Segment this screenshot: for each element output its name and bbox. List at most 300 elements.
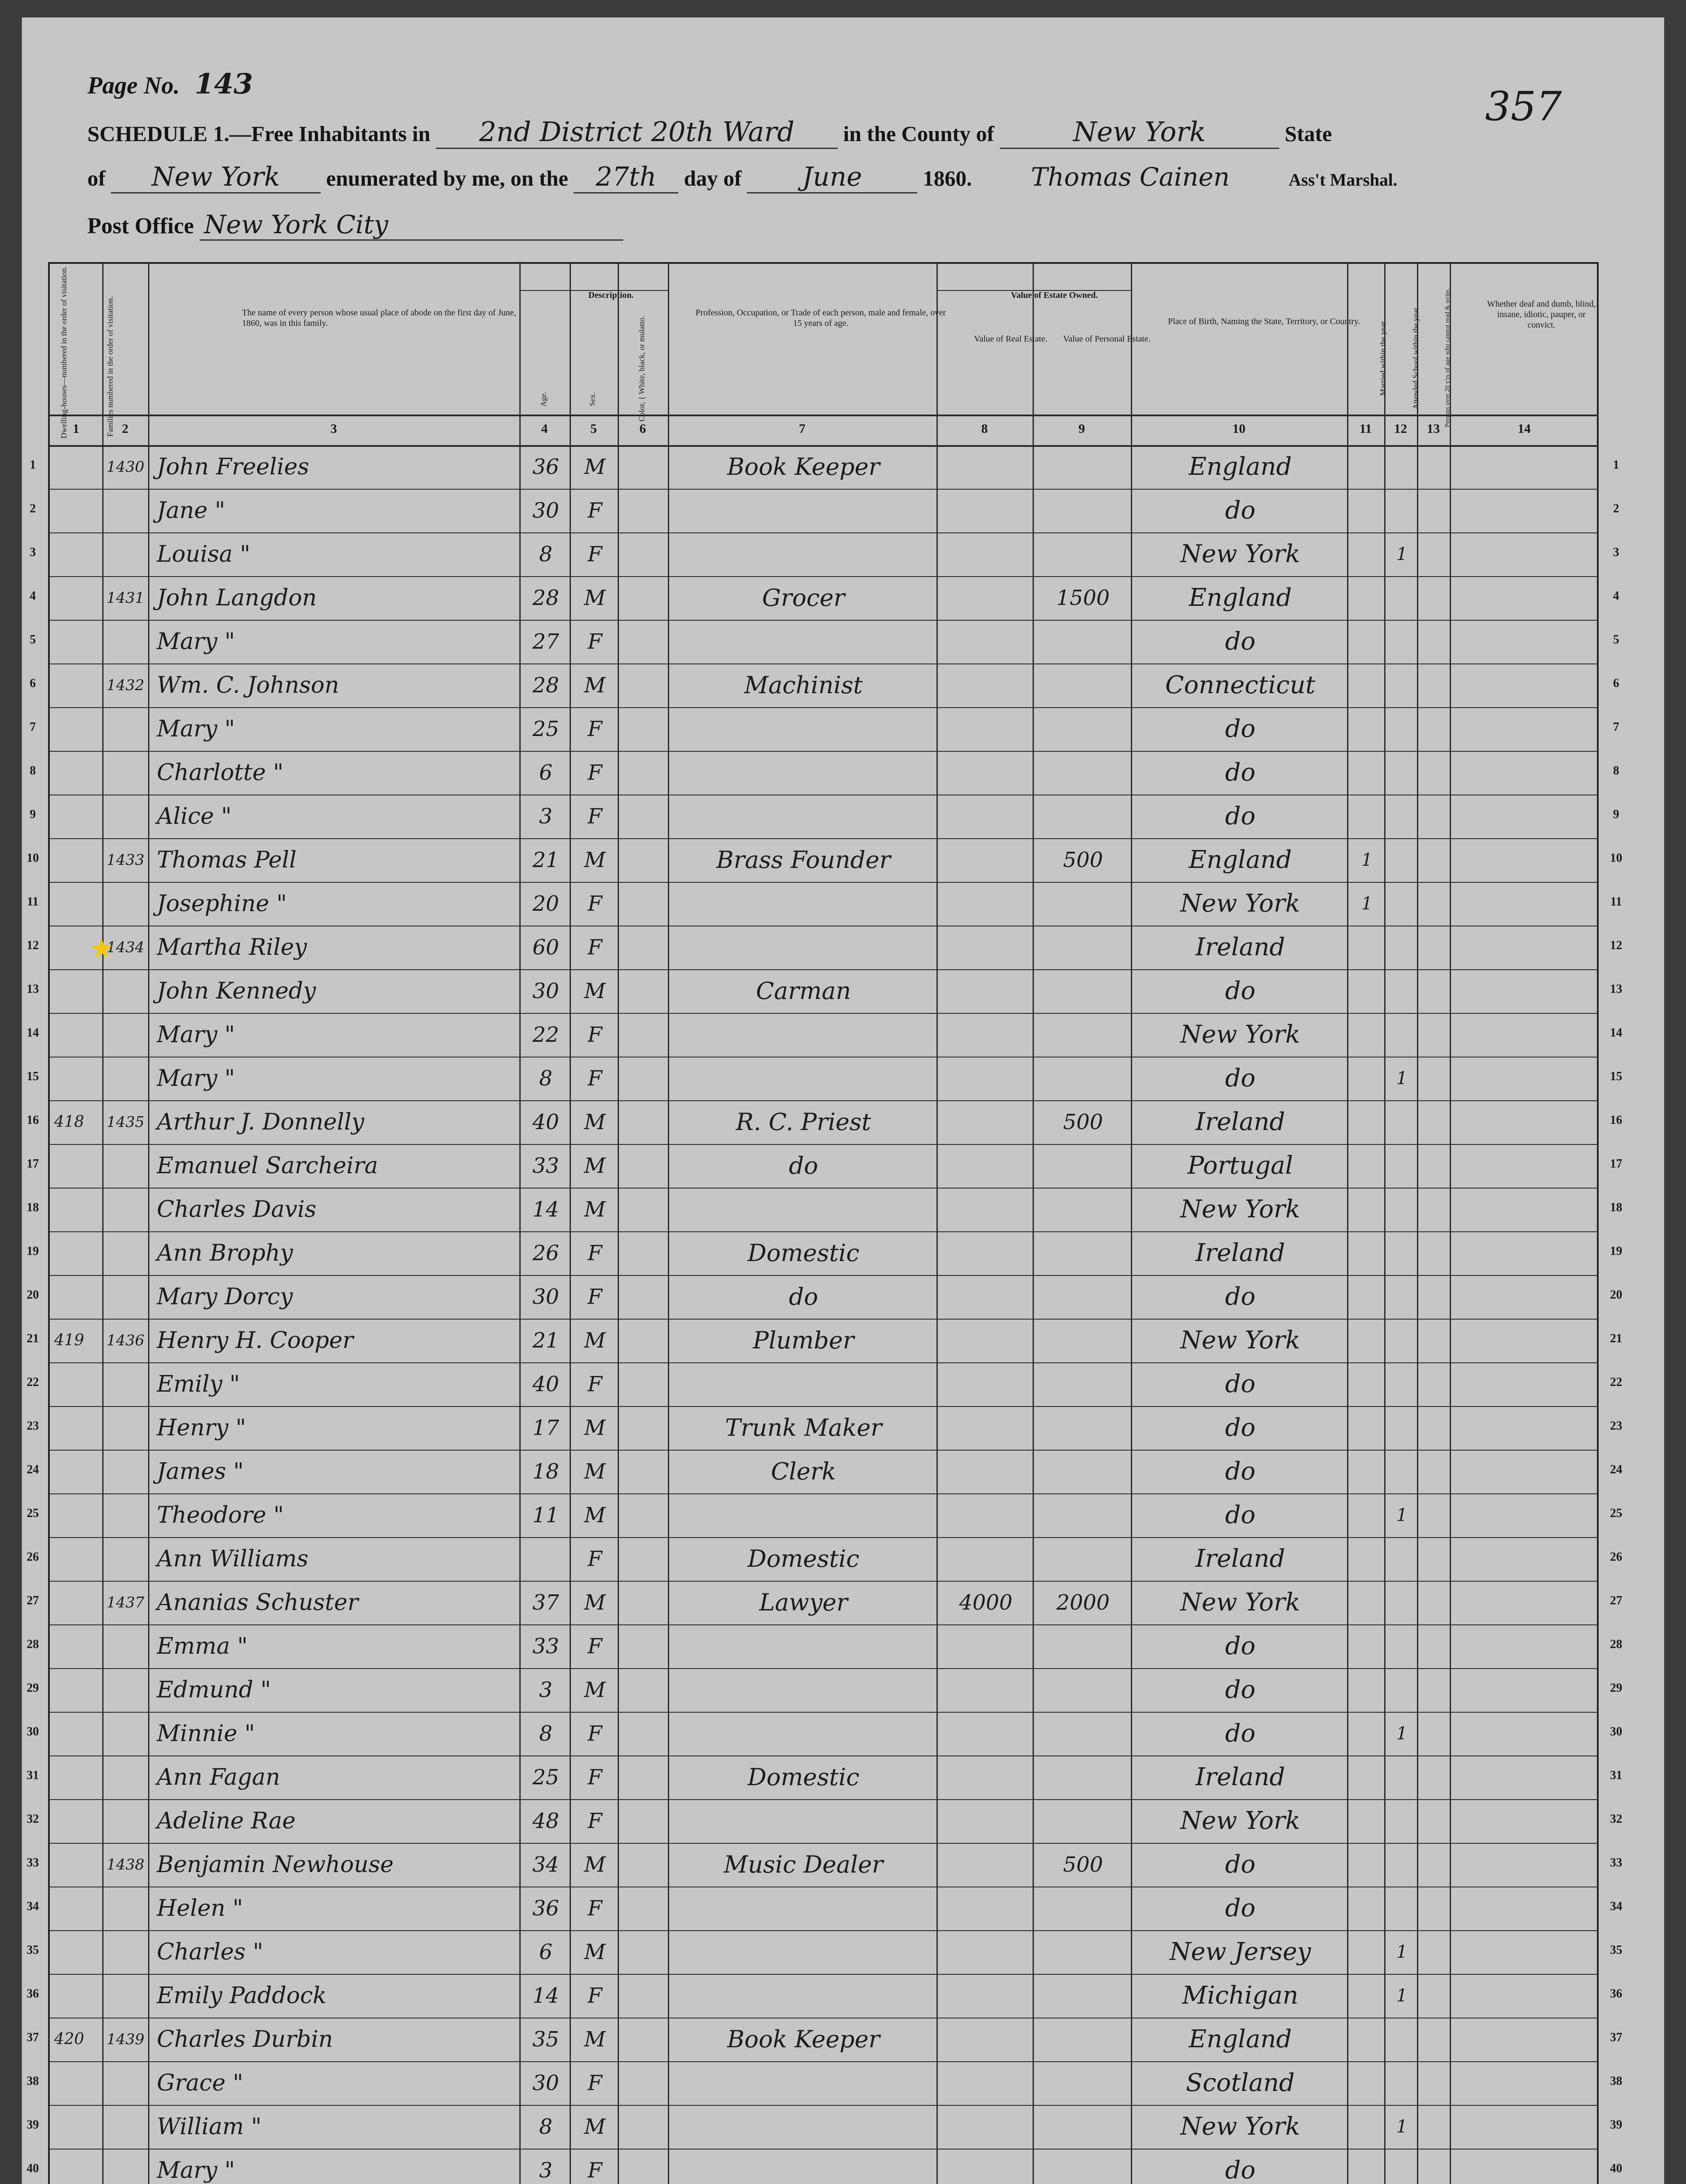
cell-name: Mary Dorcy: [157, 1284, 293, 1310]
row-number-right: 9: [1613, 808, 1619, 821]
cell-sex: M: [584, 848, 606, 872]
grid-line: [1033, 264, 1034, 2184]
row-number-right: 32: [1610, 1812, 1622, 1826]
cell-age: 30: [532, 498, 560, 523]
cell-sex: F: [587, 1547, 602, 1571]
cell-birthplace: England: [1188, 584, 1292, 612]
cell-age: 48: [532, 1809, 560, 1833]
header-sex: Sex.: [588, 392, 597, 406]
header-color: Color, { White, black, or mulatto.: [637, 315, 646, 422]
cell-family: 1433: [107, 851, 145, 869]
row-number-right: 39: [1610, 2118, 1622, 2132]
cell-personal-estate: 500: [1063, 848, 1103, 872]
cell-married: 1: [1361, 894, 1373, 914]
cell-family: 1439: [107, 2031, 145, 2048]
cell-name: Josephine ": [157, 891, 287, 917]
grid-line: [570, 264, 571, 2184]
cell-name: Ann Brophy: [157, 1240, 293, 1266]
cell-birthplace: New York: [1180, 1020, 1300, 1049]
cell-sex: M: [584, 1154, 606, 1178]
cell-school: 1: [1396, 1942, 1408, 1962]
enumeration-line: [87, 162, 1397, 194]
page-number-label: Page No. 143: [87, 68, 253, 100]
cell-name: Ann Williams: [157, 1546, 309, 1572]
cell-occupation: Clerk: [770, 1458, 836, 1485]
row-number-right: 8: [1613, 764, 1619, 778]
cell-age: 27: [532, 629, 560, 654]
grid-line: [1417, 264, 1418, 2184]
cell-sex: M: [584, 673, 606, 698]
row-number-right: 6: [1613, 677, 1619, 690]
row-number-right: 30: [1610, 1725, 1622, 1738]
cell-family: 1437: [107, 1594, 145, 1611]
cell-birthplace: do: [1225, 2156, 1256, 2184]
cell-occupation: Music Dealer: [724, 1851, 883, 1878]
cell-name: Ananias Schuster: [157, 1590, 359, 1616]
row-number-left: 8: [30, 764, 36, 778]
row-number-right: 22: [1610, 1375, 1622, 1389]
cell-name: William ": [157, 2114, 262, 2140]
cell-sex: M: [584, 979, 606, 1003]
cell-sex: M: [584, 586, 606, 610]
row-number-left: 24: [27, 1463, 39, 1476]
cell-age: 37: [532, 1590, 560, 1615]
cell-sex: F: [587, 760, 602, 785]
grid-line: [668, 264, 669, 2184]
cell-family: 1434: [107, 939, 145, 956]
header-married: Married within the year.: [1379, 320, 1387, 396]
cell-birthplace: Ireland: [1195, 1239, 1285, 1267]
cell-occupation: Book Keeper: [727, 2025, 880, 2053]
cell-name: Wm. C. Johnson: [157, 672, 339, 698]
cell-name: Edmund ": [157, 1677, 271, 1703]
row-number-right: 3: [1613, 546, 1619, 559]
row-number-left: 33: [27, 1856, 39, 1870]
row-number-right: 23: [1610, 1419, 1622, 1433]
census-sheet: [22, 17, 1664, 2184]
row-number-right: 2: [1613, 502, 1619, 515]
state-value: New York: [111, 162, 321, 194]
cell-sex: F: [587, 1984, 602, 2008]
cell-name: Alice ": [157, 803, 232, 829]
cell-name: Jane ": [157, 498, 225, 524]
cell-occupation: Plumber: [753, 1327, 854, 1354]
cell-name: Thomas Pell: [157, 847, 297, 873]
row-number-right: 34: [1610, 1900, 1622, 1913]
header-family: Families numbered in the order of visitation.: [106, 296, 114, 437]
row-number-right: 27: [1610, 1594, 1622, 1607]
cell-birthplace: New York: [1180, 540, 1300, 568]
cell-name: Charles Durbin: [157, 2026, 333, 2053]
row-number-left: 22: [27, 1375, 39, 1389]
cell-name: Emanuel Sarcheira: [157, 1153, 378, 1179]
cell-age: 20: [532, 892, 560, 916]
cell-birthplace: Ireland: [1195, 1763, 1285, 1791]
cell-birthplace: England: [1188, 2025, 1292, 2053]
cell-age: 17: [532, 1416, 560, 1440]
cell-name: Charlotte ": [157, 760, 284, 786]
star-icon: ★: [90, 933, 114, 964]
row-number-right: 1: [1613, 458, 1619, 472]
cell-birthplace: Ireland: [1195, 933, 1285, 961]
marshal-label: Ass't Marshal.: [1289, 170, 1398, 190]
month-value: June: [747, 162, 917, 194]
cell-birthplace: New Jersey: [1169, 1938, 1311, 1966]
cell-sex: M: [584, 1110, 606, 1134]
cell-age: 14: [532, 1197, 560, 1222]
enumerated-label: enumerated by me, on the: [326, 166, 568, 190]
row-number-left: 21: [27, 1332, 39, 1345]
cell-name: Emily ": [157, 1371, 240, 1397]
row-number-left: 26: [27, 1550, 39, 1564]
cell-name: Charles Davis: [157, 1196, 317, 1223]
cell-occupation: Domestic: [747, 1239, 860, 1267]
cell-sex: M: [584, 1852, 606, 1877]
cell-name: Helen ": [157, 1895, 243, 1921]
cell-age: 40: [532, 1372, 560, 1396]
grid-line: [148, 264, 149, 2184]
cell-sex: F: [587, 1896, 602, 1921]
cell-name: Henry H. Cooper: [157, 1327, 354, 1354]
cell-name: Martha Riley: [157, 934, 307, 961]
cell-sex: M: [584, 2115, 606, 2139]
row-number-right: 13: [1610, 982, 1622, 996]
row-number-right: 19: [1610, 1244, 1622, 1258]
column-number-7: 7: [799, 422, 805, 436]
row-number-left: 23: [27, 1419, 39, 1433]
post-office-value: New York City: [200, 210, 623, 241]
column-number-10: 10: [1232, 422, 1246, 436]
header-birthplace: Place of Birth, Naming the State, Territory, or Country.: [1168, 317, 1360, 326]
cell-birthplace: New York: [1180, 1588, 1300, 1617]
cell-birthplace: do: [1225, 627, 1256, 656]
header-illiterate: Persons over 20 y'rs of age who cannot read & write.: [1444, 288, 1451, 428]
header-condition: Whether deaf and dumb, blind, insane, idiotic, pauper, or convict.: [1487, 299, 1596, 330]
cell-age: 36: [532, 455, 560, 479]
cell-birthplace: do: [1225, 1413, 1256, 1442]
cell-birthplace: New York: [1180, 2112, 1300, 2141]
cell-age: 35: [532, 2027, 560, 2052]
cell-sex: M: [584, 1416, 606, 1440]
row-number-left: 2: [30, 502, 36, 515]
column-number-3: 3: [330, 422, 337, 436]
cell-birthplace: do: [1225, 758, 1256, 787]
cell-birthplace: do: [1225, 715, 1256, 743]
cell-age: 3: [539, 2158, 553, 2183]
post-office-label: Post Office: [87, 214, 194, 238]
cell-name: Minnie ": [157, 1721, 255, 1747]
row-number-left: 17: [27, 1157, 39, 1171]
cell-sex: F: [587, 1241, 602, 1265]
cell-name: Theodore ": [157, 1502, 284, 1528]
cell-age: 21: [532, 1328, 560, 1353]
row-number-left: 35: [27, 1943, 39, 1957]
grid-line: [102, 264, 104, 2184]
cell-sex: F: [587, 1285, 602, 1309]
cell-name: Louisa ": [157, 541, 251, 567]
row-number-left: 31: [27, 1769, 39, 1782]
cell-age: 25: [532, 1765, 560, 1790]
cell-school: 1: [1396, 1986, 1408, 2006]
cell-age: 33: [532, 1634, 560, 1659]
cell-occupation: Trunk Maker: [725, 1414, 882, 1441]
of-label: of: [87, 166, 106, 190]
cell-age: 22: [532, 1023, 560, 1047]
cell-sex: M: [584, 1459, 606, 1484]
cell-age: 36: [532, 1896, 560, 1921]
cell-occupation: R. C. Priest: [736, 1108, 871, 1136]
column-number-9: 9: [1078, 422, 1085, 436]
row-number-left: 11: [27, 895, 39, 909]
cell-personal-estate: 2000: [1056, 1590, 1110, 1615]
row-number-left: 40: [27, 2162, 39, 2175]
cell-birthplace: do: [1225, 1457, 1256, 1486]
cell-birthplace: do: [1225, 1850, 1256, 1879]
row-number-right: 20: [1610, 1288, 1622, 1302]
row-number-left: 7: [30, 720, 36, 734]
cell-birthplace: New York: [1180, 1326, 1300, 1355]
cell-school: 1: [1396, 2117, 1408, 2137]
row-number-left: 12: [27, 939, 39, 952]
column-number-14: 14: [1517, 422, 1531, 436]
grid-line: [936, 264, 938, 2184]
cell-personal-estate: 500: [1063, 1110, 1103, 1134]
cell-family: 1436: [107, 1332, 145, 1349]
row-number-left: 10: [27, 851, 39, 865]
grid-line: [50, 415, 1599, 416]
header-real-estate: Value of Real Estate.: [974, 334, 1047, 344]
cell-family: 1430: [107, 458, 145, 476]
cell-sex: M: [584, 1503, 606, 1527]
cell-birthplace: New York: [1180, 1807, 1300, 1835]
row-number-right: 25: [1610, 1507, 1622, 1520]
stamp-number: 357: [1485, 83, 1562, 130]
row-number-right: 26: [1610, 1550, 1622, 1564]
cell-age: 18: [532, 1459, 560, 1484]
header-name: The name of every person whose usual place of abode on the first day of June, 1860, was in this family.: [242, 308, 516, 328]
cell-school: 1: [1396, 1505, 1408, 1525]
cell-age: 8: [539, 1721, 553, 1746]
cell-birthplace: do: [1225, 1632, 1256, 1660]
cell-sex: M: [584, 2027, 606, 2052]
row-number-left: 9: [30, 808, 36, 821]
row-number-left: 38: [27, 2074, 39, 2088]
cell-name: John Kennedy: [157, 978, 316, 1004]
cell-dwelling: 418: [54, 1113, 84, 1131]
cell-name: Mary ": [157, 1022, 235, 1048]
row-number-right: 40: [1610, 2162, 1622, 2175]
row-number-left: 13: [27, 982, 39, 996]
cell-age: 21: [532, 848, 560, 872]
grid-line: [1450, 264, 1451, 2184]
row-number-left: 34: [27, 1900, 39, 1913]
cell-name: Mary ": [157, 629, 235, 655]
cell-age: 33: [532, 1154, 560, 1178]
column-number-1: 1: [73, 422, 79, 436]
cell-occupation: Domestic: [747, 1763, 860, 1791]
cell-name: Emma ": [157, 1633, 248, 1659]
cell-name: Grace ": [157, 2070, 243, 2096]
cell-age: 14: [532, 1984, 560, 2008]
row-number-left: 1: [30, 458, 36, 472]
cell-real-estate: 4000: [959, 1590, 1013, 1615]
cell-birthplace: do: [1225, 1370, 1256, 1398]
cell-age: 28: [532, 586, 560, 610]
row-number-left: 16: [27, 1113, 39, 1127]
cell-birthplace: New York: [1180, 1195, 1300, 1223]
cell-age: 6: [539, 1940, 553, 1964]
cell-sex: F: [587, 1634, 602, 1659]
cell-name: Adeline Rae: [157, 1808, 296, 1834]
row-number-left: 27: [27, 1594, 39, 1607]
cell-name: Mary ": [157, 1065, 235, 1092]
cell-name: Mary ": [157, 716, 235, 742]
schedule-label: SCHEDULE 1.—Free Inhabitants in: [87, 121, 431, 146]
row-number-right: 38: [1610, 2074, 1622, 2088]
cell-sex: F: [587, 1066, 602, 1091]
header-school: Attended School within the year.: [1411, 306, 1420, 410]
cell-sex: F: [587, 1721, 602, 1746]
cell-sex: F: [587, 892, 602, 916]
cell-birthplace: do: [1225, 496, 1256, 525]
cell-name: Ann Fagan: [157, 1764, 280, 1790]
header-estate: Value of Estate Owned.: [1011, 290, 1098, 300]
cell-birthplace: New York: [1180, 889, 1300, 918]
cell-school: 1: [1396, 1724, 1408, 1744]
cell-age: 3: [539, 804, 553, 829]
row-number-right: 15: [1610, 1070, 1622, 1083]
cell-birthplace: do: [1225, 977, 1256, 1005]
census-table: [48, 262, 1599, 2184]
column-number-6: 6: [639, 422, 646, 436]
header-dwelling: Dwelling-houses—numbered in the order of visitation.: [59, 266, 68, 439]
cell-age: 40: [532, 1110, 560, 1134]
cell-birthplace: do: [1225, 1501, 1256, 1529]
header-personal-estate: Value of Personal Estate.: [1063, 334, 1150, 344]
row-number-left: 39: [27, 2118, 39, 2132]
cell-age: 34: [532, 1852, 560, 1877]
marshal-name: Thomas Cainen: [1031, 162, 1230, 192]
cell-name: John Freelies: [157, 454, 309, 480]
cell-birthplace: Portugal: [1187, 1151, 1293, 1180]
row-number-right: 36: [1610, 1987, 1622, 2001]
row-number-left: 20: [27, 1288, 39, 1302]
row-number-left: 18: [27, 1201, 39, 1214]
cell-birthplace: do: [1225, 1719, 1256, 1748]
row-number-right: 12: [1610, 939, 1622, 952]
cell-family: 1431: [107, 589, 145, 607]
cell-occupation: do: [788, 1283, 819, 1310]
cell-occupation: Lawyer: [759, 1589, 848, 1616]
cell-birthplace: England: [1188, 846, 1292, 874]
cell-age: 8: [539, 2115, 553, 2139]
county-label: in the County of: [843, 121, 995, 146]
cell-sex: M: [584, 1328, 606, 1353]
cell-sex: F: [587, 629, 602, 654]
cell-sex: M: [584, 1940, 606, 1964]
year-label: 1860.: [922, 166, 972, 190]
cell-age: 8: [539, 542, 553, 567]
cell-name: Henry ": [157, 1415, 246, 1441]
cell-sex: F: [587, 1809, 602, 1833]
column-number-8: 8: [981, 422, 988, 436]
day-value: 27th: [574, 162, 678, 194]
cell-name: James ": [157, 1458, 244, 1485]
schedule-line: [87, 116, 1332, 149]
cell-name: Benjamin Newhouse: [157, 1852, 394, 1878]
header-occupation: Profession, Occupation, or Trade of each person, male and female, over 15 years of age.: [695, 308, 946, 328]
cell-sex: F: [587, 1372, 602, 1396]
cell-sex: F: [587, 804, 602, 829]
row-number-left: 28: [27, 1638, 39, 1651]
cell-sex: F: [587, 2158, 602, 2183]
row-number-left: 25: [27, 1507, 39, 1520]
row-number-right: 5: [1613, 633, 1619, 646]
page-number: 143: [194, 68, 253, 100]
cell-occupation: Machinist: [744, 671, 863, 699]
cell-married: 1: [1361, 850, 1373, 870]
column-number-4: 4: [541, 422, 548, 436]
row-number-right: 7: [1613, 720, 1619, 734]
row-number-left: 4: [30, 589, 36, 603]
cell-birthplace: England: [1188, 453, 1292, 481]
row-number-right: 31: [1610, 1769, 1622, 1782]
cell-sex: M: [584, 1197, 606, 1222]
cell-age: 30: [532, 979, 560, 1003]
district-value: 2nd District 20th Ward: [436, 116, 838, 149]
column-number-5: 5: [590, 422, 597, 436]
cell-name: Emily Paddock: [157, 1983, 327, 2009]
cell-age: 3: [539, 1678, 553, 1702]
row-number-left: 3: [30, 546, 36, 559]
cell-school: 1: [1396, 1068, 1408, 1089]
row-number-right: 16: [1610, 1113, 1622, 1127]
cell-occupation: Carman: [756, 977, 851, 1005]
cell-sex: M: [584, 455, 606, 479]
cell-dwelling: 419: [54, 1331, 84, 1349]
cell-name: Charles ": [157, 1939, 263, 1965]
cell-sex: M: [584, 1678, 606, 1702]
cell-sex: F: [587, 1023, 602, 1047]
cell-sex: F: [587, 717, 602, 741]
header-age: Age.: [539, 391, 548, 407]
cell-birthplace: do: [1225, 1282, 1256, 1311]
cell-sex: F: [587, 1765, 602, 1790]
cell-family: 1438: [107, 1856, 145, 1873]
column-number-13: 13: [1427, 422, 1440, 436]
cell-birthplace: Michigan: [1182, 1981, 1299, 2010]
row-number-right: 29: [1610, 1681, 1622, 1695]
cell-occupation: Grocer: [762, 584, 845, 612]
cell-age: 6: [539, 760, 553, 785]
cell-birthplace: do: [1225, 1676, 1256, 1704]
cell-birthplace: do: [1225, 1894, 1256, 1922]
cell-age: 26: [532, 1241, 560, 1265]
row-number-left: 5: [30, 633, 36, 646]
cell-birthplace: do: [1225, 1064, 1256, 1092]
cell-sex: M: [584, 1590, 606, 1615]
row-number-right: 24: [1610, 1463, 1622, 1476]
cell-occupation: Brass Founder: [716, 846, 891, 874]
grid-line: [618, 264, 619, 2184]
cell-birthplace: Ireland: [1195, 1108, 1285, 1136]
cell-sex: F: [587, 2071, 602, 2095]
row-number-left: 36: [27, 1987, 39, 2001]
cell-family: 1432: [107, 677, 145, 694]
row-number-left: 32: [27, 1812, 39, 1826]
cell-age: 60: [532, 935, 560, 960]
cell-personal-estate: 1500: [1056, 586, 1110, 610]
